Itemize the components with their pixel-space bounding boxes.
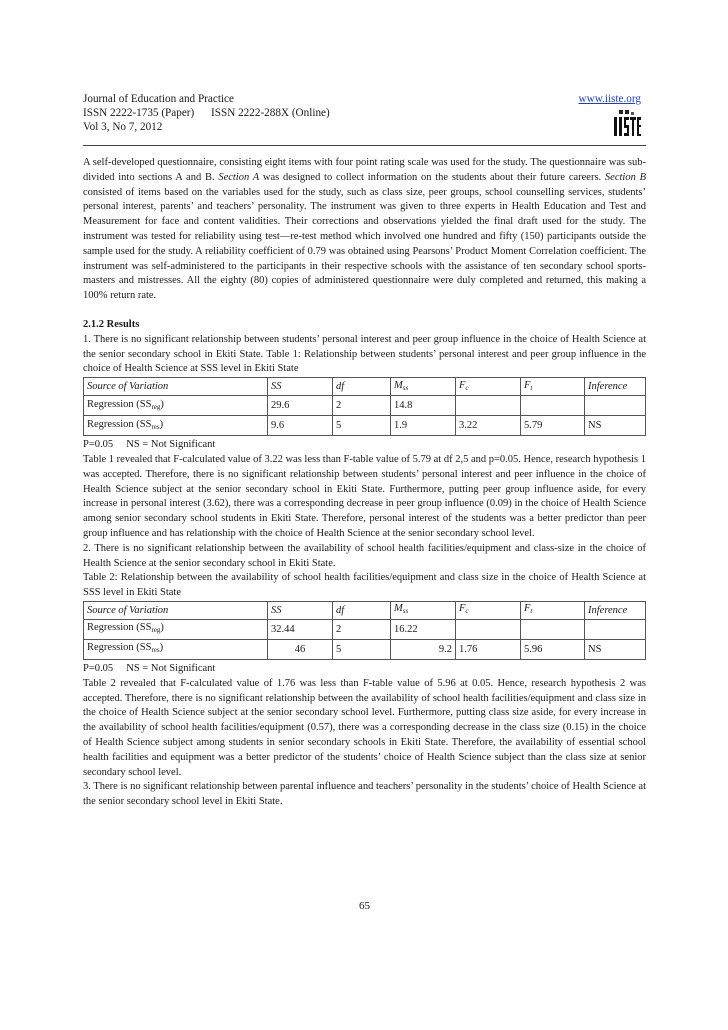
table-header-cell: $F_c$ (456, 601, 521, 619)
table-cell: 5 (333, 639, 391, 659)
discussion-1: Table 1 revealed that F-calculated value of 3.22 was less than F-table value of 5.79 at df 2,5 and p=0.05. Hence, research hypothesis 1 was accepted. Therefore, there is no significant relationship between students’ personal interest and peer influence in the choice of Health Science subject at the senior secondary school in Ekiti State. Furthermore, putting peer group influence aside, for every increase in personal interest (3.62), there was a corresponding decrease in peer group influence (0.09) in the choice of Health Science among senior secondary school students in Ekiti State. Therefore, personal interest of the students was a better predictor than peer group influence and has relationship with the choice of Health Science at the senior secondary school level. (83, 453, 646, 539)
hypothesis-2: 2. There is no significant relationship between the availability of school health facilities/equipment and class-size in the choice of Health Science at the senior secondary school in Ekiti State. (83, 542, 646, 569)
table-header-cell: df (333, 601, 391, 619)
table-cell (521, 396, 585, 416)
table-row (84, 639, 646, 659)
table-1-header-row (84, 378, 646, 396)
methods-paragraph: A self-developed questionnaire, consisting eight items with four point rating scale was used for the study. The questionnaire was sub-divided into sections A and B. Section A was designed to collect information on the students about their future careers. Section B consisted of items based on the variables used for the study, such as class size, peer groups, school counselling services, students’ personal interest, parents’ and teachers’ personality. The instrument was given to three experts in Health Education and Test and Measurement for face and content validities. Their corrections and observations yielded the final draft used for the study. The instrument was tested for reliability using test—re-test method which involved one hundred and fifty (150) participants outside the sample used for the study. A reliability coefficient of 0.79 was obtained using Pearsons’ Product Moment Correlation coefficient. The instrument was self-administered to the participants in their respective schools with the assistance of ten secondary school sports-masters and mistresses. All the eighty (80) copies of administered questionnaire were duly completed and returned, this making a 100% return rate. (83, 157, 646, 302)
table-header-cell: $M_{ss}$ (391, 378, 456, 396)
issn-line: ISSN 2222-1735 (Paper) ISSN 2222-288X (Online) (83, 107, 330, 119)
table-cell: NS (585, 416, 646, 436)
table-header-cell: Source of Variation (84, 601, 268, 619)
table-cell: 16.22 (391, 619, 456, 639)
table-cell: 5.96 (521, 639, 585, 659)
table-cell: Regression $(SS_{res})$ (84, 639, 268, 659)
table-cell: 2 (333, 619, 391, 639)
table-header-cell: $F_c$ (456, 378, 521, 396)
table-cell: 5.79 (521, 416, 585, 436)
table-cell (456, 396, 521, 416)
hypothesis-3: 3. There is no significant relationship between parental influence and teachers’ personality in the students’ choice of Health Science at the senior secondary school level in Ekiti State. (83, 781, 646, 808)
table-2-caption: Table 2: Relationship between the availability of school health facilities/equipment and class size in the choice of Health Science at SSS level in Ekiti State (83, 572, 646, 599)
table-header-cell: SS (268, 378, 333, 396)
table-cell: Regression $(SS_{reg})$ (84, 396, 268, 416)
table-1 (83, 377, 646, 436)
table-row (84, 416, 646, 436)
table-2-header-row (84, 601, 646, 619)
table-cell: 2 (333, 396, 391, 416)
table-cell: 1.9 (391, 416, 456, 436)
results-heading: 2.1.2 Results (83, 318, 140, 330)
table-cell: 32.44 (268, 619, 333, 639)
volume-line: Vol 3, No 7, 2012 (83, 121, 163, 133)
journal-title: Journal of Education and Practice (83, 93, 234, 105)
article-body (83, 156, 646, 810)
running-header (83, 92, 646, 134)
table-header-cell: Source of Variation (84, 378, 268, 396)
table-cell: 46 (268, 639, 333, 659)
journal-url-link[interactable]: www.iiste.org (578, 93, 641, 105)
discussion-2: Table 2 revealed that F-calculated value of 1.76 was less than F-table value of 5.96 at 0.05. Hence, research hypothesis 2 was accepted. Therefore, there is no significant relationship between the availability of school health facilities/equipment and class size in the choice of Health Science subject at the senior secondary school level. Furthermore, putting class size aside, for every increase in the availability of school health facilities/equipment (0.57), there was a corresponding decrease in the class size (0.15) in the choice of Health Science subject among students in senior secondary schools in Ekiti State. Therefore, the availability of essential school health facilities and equipment was a better predictor of the students’ choice of Health Science subject than the class size at senior secondary school level. (83, 677, 646, 778)
hypothesis-1: 1. There is no significant relationship between students’ personal interest and peer group influence in the choice of Health Science at the senior secondary school in Ekiti State. Table 1: Relationship between students’ personal interest and peer group influence in the choice of Health Science at SSS level in Ekiti State (83, 333, 646, 375)
table-cell: Regression $(SS_{reg})$ (84, 619, 268, 639)
table-cell (585, 619, 646, 639)
table-cell: 9.6 (268, 416, 333, 436)
table-row (84, 619, 646, 639)
table-header-cell: Inference (585, 378, 646, 396)
table-cell (521, 619, 585, 639)
table-header-cell: Inference (585, 601, 646, 619)
table-cell: 3.22 (456, 416, 521, 436)
table-cell (456, 619, 521, 639)
table-header-cell: $M_{ss}$ (391, 601, 456, 619)
table-cell: 1.76 (456, 639, 521, 659)
table-cell (585, 396, 646, 416)
table-cell: 9.2 (391, 639, 456, 659)
document-page (83, 92, 646, 912)
table-cell: 14.8 (391, 396, 456, 416)
table-header-cell: $F_t$ (521, 378, 585, 396)
iiste-logo (613, 109, 642, 137)
table-1-note: P=0.05 NS = Not Significant (83, 439, 216, 451)
table-row (84, 396, 646, 416)
table-2-note: P=0.05 NS = Not Significant (83, 662, 216, 674)
table-header-cell: df (333, 378, 391, 396)
table-2 (83, 601, 646, 660)
table-cell: Regression $(SS_{res})$ (84, 416, 268, 436)
table-header-cell: SS (268, 601, 333, 619)
table-cell: NS (585, 639, 646, 659)
table-cell: 5 (333, 416, 391, 436)
header-divider (83, 145, 646, 146)
table-header-cell: $F_t$ (521, 601, 585, 619)
table-cell: 29.6 (268, 396, 333, 416)
page-number: 65 (359, 900, 370, 912)
